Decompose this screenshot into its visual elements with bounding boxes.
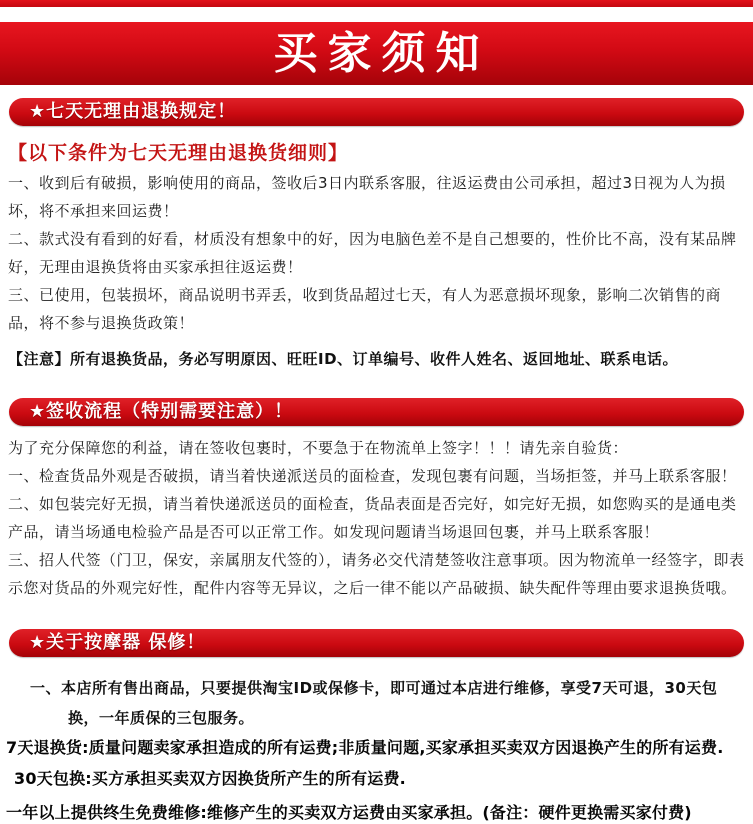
sign-process-item-1: 一、检查货品外观是否破损，请当着快递派送员的面检查，发现包裹有问题，当场拒签，并马上联系客服！ — [8, 467, 737, 485]
return-policy-item-2: 二、款式没有看到的好看，材质没有想象中的好，因为电脑色差不是自己想要的，性价比不高，没有某品牌好，无理由退换货将由买家承担往返运费！ — [8, 230, 737, 276]
return-policy-item-1: 一、收到后有破损，影响使用的商品，签收后3日内联系客服，往返运费由公司承担，超过3日视为人为损坏，将不承担来回运费！ — [8, 174, 726, 220]
section-bar-return-policy-label: ★七天无理由退换规定！ — [29, 101, 237, 122]
page-title: 买家须知 — [273, 27, 490, 79]
section-bar-sign-process-label: ★签收流程（特别需要注意）！ — [29, 401, 294, 422]
sign-process-item-2: 二、如包装完好无损，请当着快递派送员的面检查，货品表面是否完好，如完好无损，如您购买的是通电类产品，请当场通电检验产品是否可以正常工作。如发现问题请当场退回包裹，并马上联系客服！ — [8, 495, 737, 541]
warranty-7day-line: 7天退换货:质量问题卖家承担造成的所有运费;非质量问题,买家承担买卖双方因退换产生的所有运费. — [6, 738, 724, 757]
return-policy-item-3: 三、已使用，包装损坏，商品说明书弄丢，收到货品超过七天，有人为恶意损坏现象，影响二次销售的商品，将不参与退换货政策！ — [8, 286, 722, 332]
section-bar-warranty — [9, 629, 744, 657]
spacer — [0, 426, 753, 434]
page-title-banner — [0, 22, 753, 85]
sign-process-intro: 为了充分保障您的利益，请在签收包裹时，不要急于在物流单上签字！！！请先亲自验货： — [8, 439, 629, 457]
sign-process-item-3: 三、招人代签（门卫，保安，亲属朋友代签的），请务必交代清楚签收注意事项。因为物流单一经签字，即表示您对货品的外观完好性，配件内容等无异议，之后一律不能以产品破损、缺失配件等理由要求退换货哦。 — [8, 551, 745, 597]
section-bar-sign-process — [9, 398, 744, 426]
spacer — [0, 371, 753, 385]
top-red-strip — [0, 0, 753, 7]
warranty-lifetime-line: 一年以上提供终生免费维修:维修产生的买卖双方运费由买家承担。(备注：硬件更换需买家付费) — [6, 803, 692, 822]
return-policy-note: 【注意】所有退换货品，务必写明原因、旺旺ID、订单编号、收件人姓名、返回地址、联系电话。 — [8, 350, 679, 368]
section-bar-warranty-label: ★关于按摩器 保修！ — [29, 632, 206, 653]
section-bar-return-policy — [9, 98, 744, 126]
warranty-30day-line: 30天包换:买方承担买卖双方因换货所产生的所有运费. — [14, 769, 406, 788]
return-policy-heading: 【以下条件为七天无理由退换货细则】 — [8, 142, 349, 164]
warranty-item-1: 一、本店所有售出商品，只要提供淘宝ID或保修卡，即可通过本店进行维修，享受7天可退，30天包换，一年质保的三包服务。 — [30, 679, 718, 727]
spacer — [0, 602, 753, 616]
